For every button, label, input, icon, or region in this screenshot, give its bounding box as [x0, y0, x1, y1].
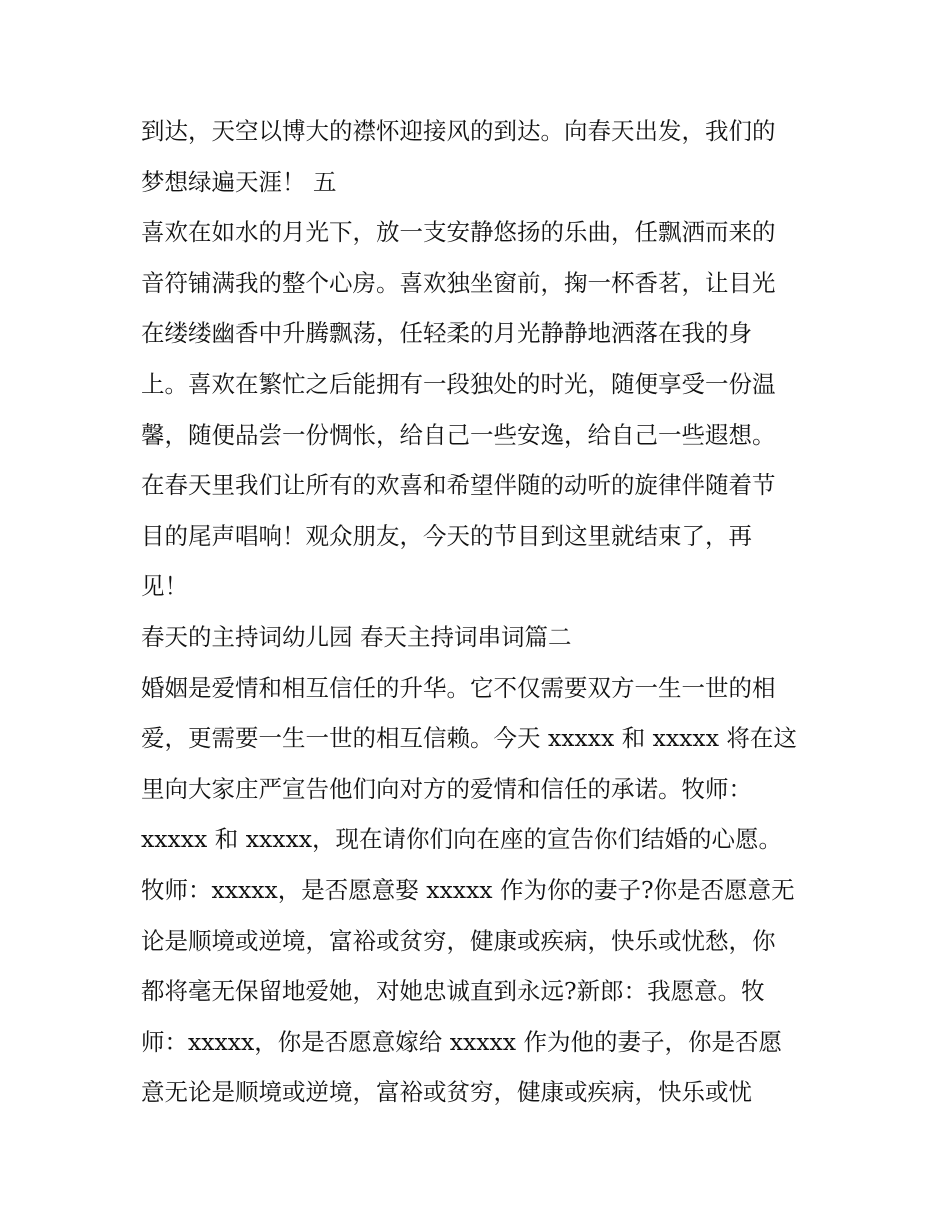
text-line: 在缕缕幽香中升腾飘荡，任轻柔的月光静静地洒落在我的身 [141, 319, 752, 348]
text-line: xxxxx 和 xxxxx，现在请你们向在座的宣告你们结婚的心愿。 [141, 825, 782, 854]
text-line: 婚姻是爱情和相互信任的升华。它不仅需要双方一生一世的相 [141, 673, 776, 702]
text-line: 音符铺满我的整个心房。喜欢独坐窗前，掬一杯香茗，让目光 [141, 268, 776, 297]
document-body [141, 106, 831, 1118]
text-line: 到达，天空以博大的襟怀迎接风的到达。向春天出发，我们的 [141, 117, 776, 145]
section-heading: 春天的主持词幼儿园 春天主持词串词篇二 [141, 622, 572, 651]
text-line: 都将毫无保留地爱她，对她忠诚直到永远?新郎：我愿意。牧 [141, 977, 765, 1006]
text-line: 上。喜欢在繁忙之后能拥有一段独处的时光，随便享受一份温 [141, 369, 776, 398]
text-line: 在春天里我们让所有的欢喜和希望伴随的动听的旋律伴随着节 [141, 471, 776, 500]
text-line: 馨，随便品尝一份惆怅，给自己一些安逸，给自己一些遐想。 [141, 420, 776, 449]
text-line: 梦想绿遍天涯！ 五 [141, 167, 337, 196]
text-line: 目的尾声唱响！观众朋友，今天的节目到这里就结束了，再 [141, 521, 752, 550]
text-line: 意无论是顺境或逆境，富裕或贫穷，健康或疾病，快乐或忧 [141, 1078, 752, 1107]
text-line: 牧师：xxxxx，是否愿意娶 xxxxx 作为你的妻子?你是否愿意无 [141, 875, 795, 904]
text-line: 喜欢在如水的月光下，放一支安静悠扬的乐曲，任飘洒而来的 [141, 218, 776, 247]
text-line: 论是顺境或逆境，富裕或贫穷，健康或疾病，快乐或忧愁，你 [141, 926, 776, 955]
text-line: 见！ [141, 572, 188, 601]
text-line: 师：xxxxx，你是否愿意嫁给 xxxxx 作为他的妻子，你是否愿 [141, 1027, 782, 1056]
text-line: 里向大家庄严宣告他们向对方的爱情和信任的承诺。牧师： [141, 774, 752, 803]
text-line: 爱，更需要一生一世的相互信赖。今天 xxxxx 和 xxxxx 将在这 [141, 724, 797, 753]
